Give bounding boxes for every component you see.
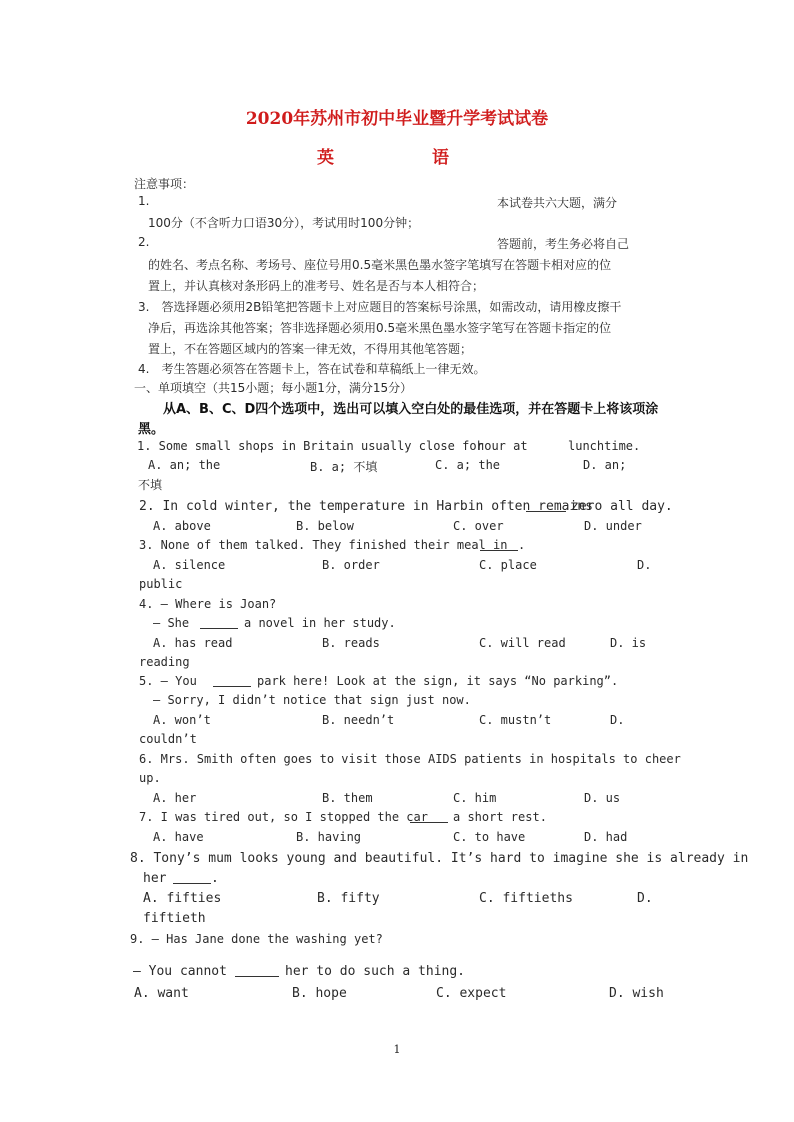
answer-blank	[526, 499, 566, 512]
question-9-option-b: B. hope	[292, 986, 347, 1001]
question-9-option-a: A. want	[134, 986, 189, 1001]
note-2-text-cont2: 置上，并认真核对条形码上的准考号、姓名是否与本人相符合；	[148, 279, 485, 293]
question-6-option-d: D. us	[584, 791, 621, 805]
note-3-text-cont: 净后，再选涂其他答案；答非选择题必须用0.5毫米黑色墨水签字笔写在答题卡指定的位	[148, 321, 612, 335]
note-2-text: 答题前，考生务必将自己	[497, 237, 630, 251]
question-5-option-c: C. mustn’t	[479, 713, 552, 727]
question-6-option-b: B. them	[322, 791, 373, 805]
question-7-option-b: B. having	[296, 830, 362, 844]
question-3-text: 3. None of them talked. They finished their meal in	[139, 538, 508, 552]
question-8-text-3: .	[211, 871, 219, 886]
note-1-number: 1.	[138, 194, 150, 208]
notes-heading: 注意事项：	[134, 177, 195, 191]
answer-blank	[235, 964, 279, 977]
note-1-text: 本试卷共六大题，满分	[497, 196, 618, 210]
answer-blank	[480, 538, 518, 551]
answer-blank	[410, 810, 448, 823]
question-9-text-2: — You cannot	[133, 964, 227, 979]
question-9-text: 9. — Has Jane done the washing yet?	[130, 932, 383, 946]
question-6-text-cont: up.	[139, 771, 161, 785]
question-6-text: 6. Mrs. Smith often goes to visit those AIDS patients in hospitals to cheer	[139, 752, 681, 766]
question-4-option-b: B. reads	[322, 636, 380, 650]
question-9-text-3: her to do such a thing.	[285, 964, 466, 979]
note-1-text-cont: 100分（不含听力口语30分），考试用时100分钟；	[148, 216, 420, 230]
question-4-option-c: C. will read	[479, 636, 566, 650]
question-3-option-c: C. place	[479, 558, 537, 572]
question-3-option-d: D.	[637, 558, 652, 572]
question-4-option-d-cont: reading	[139, 655, 190, 669]
note-4-text: 4. 考生答题必须答在答题卡上，答在试卷和草稿纸上一律无效。	[138, 362, 486, 376]
note-2-text-cont: 的姓名、考点名称、考场号、座位号用0.5毫米黑色墨水签字笔填写在答题卡相对应的位	[148, 258, 612, 272]
question-5-option-a: A. won’t	[153, 713, 211, 727]
subject-title: 英 语	[317, 148, 477, 168]
question-1-option-a: A. an; the	[148, 458, 221, 472]
question-7-option-d: D. had	[584, 830, 628, 844]
question-7-text: 7. I was tired out, so I stopped the car	[139, 810, 428, 824]
question-4-option-d: D. is	[610, 636, 647, 650]
question-1-option-b: B. a; 不填	[310, 460, 378, 474]
question-5-text: 5. — You	[139, 674, 197, 688]
question-3-option-d-cont: public	[139, 577, 183, 591]
question-3-option-a: A. silence	[153, 558, 226, 572]
answer-blank	[213, 674, 251, 687]
note-3-text: 3. 答选择题必须用2B铅笔把答题卡上对应题目的答案标号涂黑，如需改动，请用橡皮擦干	[138, 300, 622, 314]
question-7-text-end: a short rest.	[453, 810, 547, 824]
question-8-option-d-cont: fiftieth	[143, 911, 206, 926]
question-8-option-d: D.	[637, 891, 653, 906]
question-2-option-b: B. below	[296, 519, 354, 533]
answer-blank	[173, 871, 211, 884]
question-7-option-a: A. have	[153, 830, 204, 844]
question-8-text-2: her	[143, 871, 167, 886]
section-instructions-cont: 黑。	[138, 422, 165, 437]
question-8-option-c: C. fiftieths	[479, 891, 573, 906]
question-4-text-2: — She	[153, 616, 190, 630]
question-4-text: 4. — Where is Joan?	[139, 597, 277, 611]
question-1-option-c: C. a; the	[435, 458, 501, 472]
question-9-option-d: D. wish	[609, 986, 664, 1001]
question-3-option-b: B. order	[322, 558, 380, 572]
question-1-text-mid: hour at	[477, 439, 528, 453]
question-4-text-3: a novel in her study.	[244, 616, 396, 630]
question-2-text: 2. In cold winter, the temperature in Harbin often remains	[139, 499, 593, 514]
page-number: 1	[393, 1043, 401, 1056]
question-8-option-b: B. fifty	[317, 891, 380, 906]
section-instructions: 从A、B、C、D四个选项中，选出可以填入空白处的最佳选项，并在答题卡上将该项涂	[163, 402, 659, 417]
question-2-option-d: D. under	[584, 519, 642, 533]
question-2-text-end: zero all day.	[571, 499, 673, 514]
question-2-option-a: A. above	[153, 519, 211, 533]
question-5-option-b: B. needn’t	[322, 713, 395, 727]
answer-blank	[200, 616, 238, 629]
question-5-option-d-cont: couldn’t	[139, 732, 197, 746]
question-1-option-d: D. an;	[583, 458, 627, 472]
question-1-text-end: lunchtime.	[568, 439, 641, 453]
question-9-option-c: C. expect	[436, 986, 507, 1001]
question-2-option-c: C. over	[453, 519, 504, 533]
question-6-option-c: C. him	[453, 791, 497, 805]
question-8-option-a: A. fifties	[143, 891, 222, 906]
question-6-option-a: A. her	[153, 791, 197, 805]
note-2-number: 2.	[138, 235, 150, 249]
note-3-text-cont2: 置上，不在答题区域内的答案一律无效，不得用其他笔答题；	[148, 342, 473, 356]
exam-title: 2020年苏州市初中毕业暨升学考试试卷	[245, 109, 549, 129]
question-7-option-c: C. to have	[453, 830, 526, 844]
question-1-text: 1. Some small shops in Britain usually close for	[137, 439, 484, 453]
question-4-option-a: A. has read	[153, 636, 233, 650]
question-1-option-d-cont: 不填	[138, 478, 163, 492]
question-5-text-2: park here! Look at the sign, it says “No parking”.	[257, 674, 619, 688]
question-3-text-end: .	[518, 538, 526, 552]
question-5-option-d: D.	[610, 713, 625, 727]
question-8-text: 8. Tony’s mum looks young and beautiful. It’s hard to imagine she is already in	[130, 851, 749, 866]
section-heading: 一、单项填空（共15小题；每小题1分，满分15分）	[134, 381, 413, 395]
question-5-text-3: — Sorry, I didn’t notice that sign just now.	[153, 693, 471, 707]
